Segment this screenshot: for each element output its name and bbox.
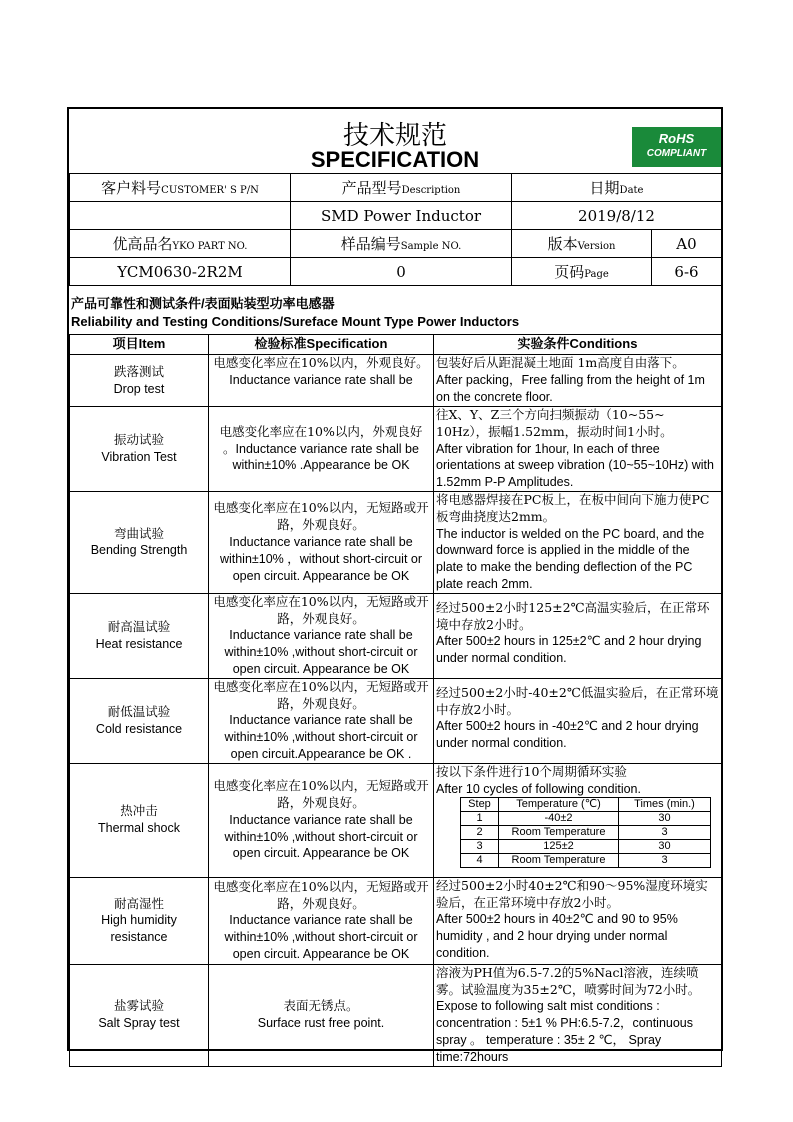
test-condition: 溶液为PH值为6.5-7.2的5%Nacl溶液，连续喷雾。试验温度为35±2℃，喷雾时间为72小时。 Expose to following salt mist conditions : concentration : 5±1 % PH:6.5-7.2，continuous spray 。 temperature : 35± 2 ℃， Spray time:72hours xyxy=(434,964,722,1066)
test-condition: 按以下条件进行10个周期循环实验 After 10 cycles of following condition. Step Temperature (℃) Times (min.) 1 -40±2 30 2 Room Temperature 3 3 125±2 30 4 Room Temperature 3 xyxy=(434,763,722,877)
test-name: 振动试验 Vibration Test xyxy=(70,407,209,492)
info-table xyxy=(69,173,722,286)
table-row xyxy=(70,877,722,964)
test-name: 盐雾试验 Salt Spray test xyxy=(70,964,209,1066)
date-value: 2019/8/12 xyxy=(512,202,722,230)
temperature-cell: Room Temperature xyxy=(499,826,619,840)
test-name: 耐高湿性 High humidity resistance xyxy=(70,877,209,964)
table-row xyxy=(70,678,722,763)
step-cell: 4 xyxy=(461,854,499,868)
temperature-cell: 125±2 xyxy=(499,840,619,854)
table-row xyxy=(461,812,711,826)
table-row xyxy=(461,840,711,854)
table-row xyxy=(70,407,722,492)
customer-pn-value xyxy=(70,202,291,230)
step-cell: 2 xyxy=(461,826,499,840)
test-spec: 表面无锈点。 Surface rust free point. xyxy=(209,964,434,1066)
table-row xyxy=(70,355,722,407)
test-name: 弯曲试验 Bending Strength xyxy=(70,491,209,593)
test-condition: 经过500±2小时-40±2℃低温实验后，在正常环境中存放2小时。 After 500±2 hours in -40±2℃ and 2 hour drying under normal condition. xyxy=(434,678,722,763)
page-label: 页码Page xyxy=(512,258,652,286)
test-condition: 往X、Y、Z三个方向扫频振动（10~55~ 10Hz），振幅1.52mm，振动时间1小时。 After vibration for 1hour, In each of three orientations at sweep vibration (10~55~10Hz) with 1.52mm P-P Amplitudes. xyxy=(434,407,722,492)
test-name: 热冲击 Thermal shock xyxy=(70,763,209,877)
times-header: Times (min.) xyxy=(619,798,711,812)
test-spec: 电感变化率应在10%以内，无短路或开路，外观良好。 Inductance variance rate shall be within±10% ,without short-circuit or open circuit.Appearance be OK . xyxy=(209,678,434,763)
table-row xyxy=(461,826,711,840)
times-cell: 30 xyxy=(619,812,711,826)
col-header-spec: 检验标准Specification xyxy=(209,335,434,355)
specification-sheet xyxy=(67,107,723,1064)
page-value: 6-6 xyxy=(652,258,722,286)
test-spec: 电感变化率应在10%以内，无短路或开路，外观良好。 Inductance variance rate shall be within±10% ,without short-circuit or open circuit. Appearance be OK xyxy=(209,877,434,964)
step-cell: 1 xyxy=(461,812,499,826)
test-spec: 电感变化率应在10%以内，无短路或开路，外观良好。 Inductance variance rate shall be within±10% ,without short-circuit or open circuit. Appearance be OK xyxy=(209,763,434,877)
test-spec: 电感变化率应在10%以内，外观良好 。Inductance variance rate shall be within±10% .Appearance be OK xyxy=(209,407,434,492)
table-row xyxy=(70,763,722,877)
section-title-zh: 产品可靠性和测试条件/表面贴装型功率电感器 xyxy=(71,296,335,311)
title-chinese: 技术规范 xyxy=(342,121,447,151)
product-type-label: 产品型号Description xyxy=(291,174,512,202)
test-condition: 经过500±2小时125±2℃高温实验后，在正常环境中存放2小时。 After 500±2 hours in 125±2℃ and 2 hour drying under normal condition. xyxy=(434,593,722,678)
rohs-badge xyxy=(632,127,721,167)
version-label: 版本Version xyxy=(512,230,652,258)
section-heading xyxy=(71,295,519,331)
test-condition: 经过500±2小时40±2℃和90～95%湿度环境实验后，在正常环境中存放2小时。 After 500±2 hours in 40±2℃ and 90 to 95% humidity , and 2 hour drying under normal condition. xyxy=(434,877,722,964)
thermal-cycle-table xyxy=(460,797,711,868)
table-row xyxy=(70,593,722,678)
temperature-cell: Room Temperature xyxy=(499,854,619,868)
reliability-table xyxy=(69,334,722,1067)
table-row xyxy=(461,854,711,868)
customer-pn-label: 客户料号CUSTOMER' S P/N xyxy=(70,174,291,202)
sample-no-label: 样品编号Sample NO. xyxy=(291,230,512,258)
test-spec: 电感变化率应在10%以内，外观良好。 Inductance variance rate shall be xyxy=(209,355,434,407)
yko-part-label: 优高品名YKO PART NO. xyxy=(70,230,291,258)
rohs-text: RoHS xyxy=(658,131,695,146)
sample-no-value: 0 xyxy=(291,258,512,286)
test-spec: 电感变化率应在10%以内，无短路或开路，外观良好。 Inductance variance rate shall be within±10% ，without short-circuit or open circuit. Appearance be OK xyxy=(209,491,434,593)
col-header-cond: 实验条件Conditions xyxy=(434,335,722,355)
col-header-item: 项目Item xyxy=(70,335,209,355)
test-name: 耐高温试验 Heat resistance xyxy=(70,593,209,678)
step-header: Step xyxy=(461,798,499,812)
test-name: 耐低温试验 Cold resistance xyxy=(70,678,209,763)
times-cell: 3 xyxy=(619,854,711,868)
times-cell: 30 xyxy=(619,840,711,854)
step-cell: 3 xyxy=(461,840,499,854)
test-condition: 包装好后从距混凝土地面 1m高度自由落下。 After packing，Free falling from the height of 1m on the concrete floor. xyxy=(434,355,722,407)
compliant-text: COMPLIANT xyxy=(646,148,707,159)
product-type-value: SMD Power Inductor xyxy=(291,202,512,230)
temperature-header: Temperature (℃) xyxy=(499,798,619,812)
section-title-en: Reliability and Testing Conditions/Sureface Mount Type Power Inductors xyxy=(71,314,520,329)
table-row xyxy=(70,491,722,593)
date-label: 日期Date xyxy=(512,174,722,202)
times-cell: 3 xyxy=(619,826,711,840)
temperature-cell: -40±2 xyxy=(499,812,619,826)
test-name: 跌落测试 Drop test xyxy=(70,355,209,407)
test-condition: 将电感器焊接在PC板上，在板中间向下施力使PC板弯曲挠度达2mm。 The inductor is welded on the PC board, and the downward force is applied in the middle of the plate to make the bending deflection of the PC plate reach 2mm. xyxy=(434,491,722,593)
yko-part-value: YCM0630-2R2M xyxy=(70,258,291,286)
test-spec: 电感变化率应在10%以内，无短路或开路，外观良好。 Inductance variance rate shall be within±10% ,without short-circuit or open circuit. Appearance be OK xyxy=(209,593,434,678)
title-english: SPECIFICATION xyxy=(310,147,480,172)
table-row xyxy=(70,964,722,1066)
version-value: A0 xyxy=(652,230,722,258)
